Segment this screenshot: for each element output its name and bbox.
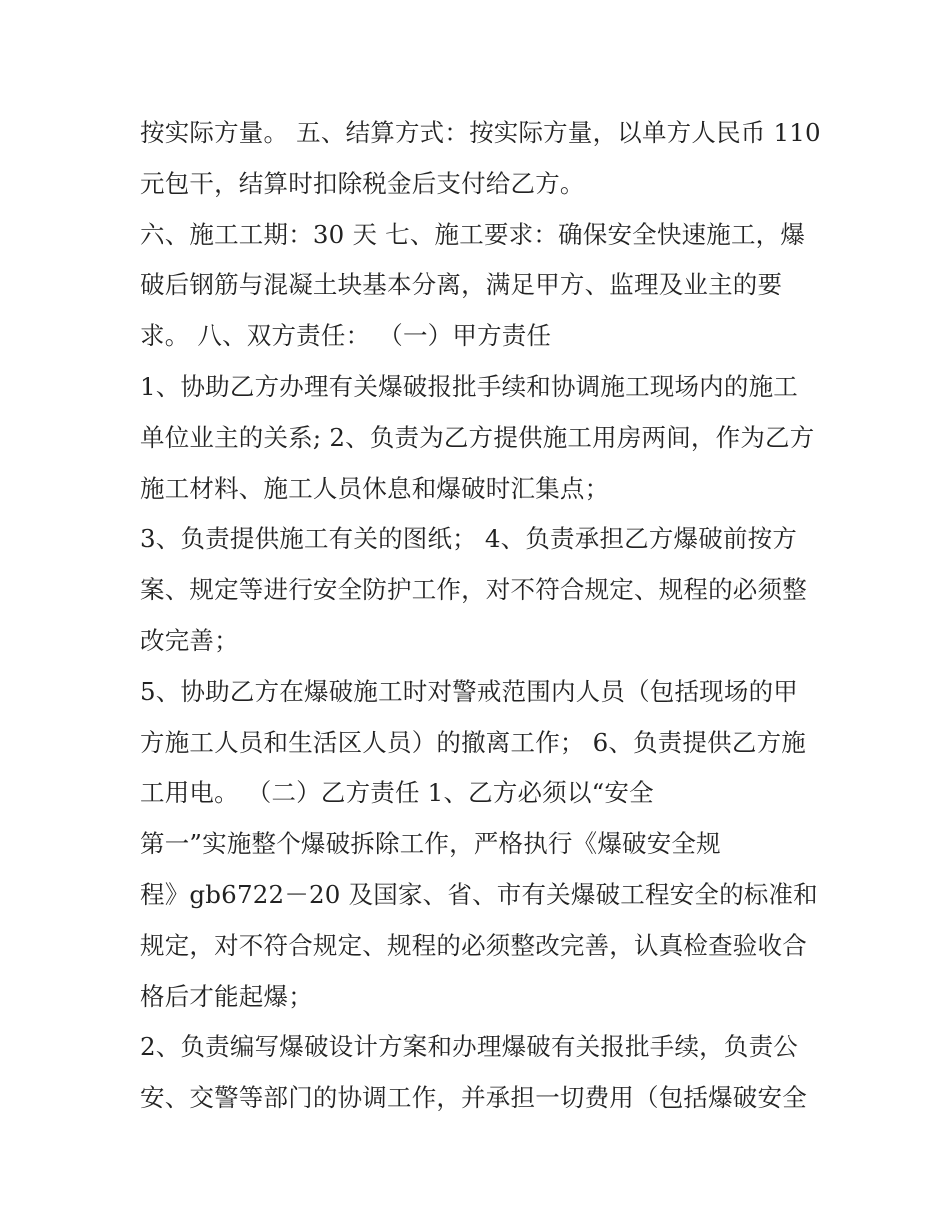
text-line: 施工材料、施工人员休息和爆破时汇集点； [140, 473, 610, 503]
text-line: 改完善； [140, 625, 239, 655]
text-line: 3、负责提供施工有关的图纸； 4、负责承担乙方爆破前按方 [140, 524, 798, 554]
text-line: 5、协助乙方在爆破施工时对警戒范围内人员（包括现场的甲 [140, 676, 798, 706]
text-line: 2、负责编写爆破设计方案和办理爆破有关报批手续，负责公 [140, 1032, 798, 1062]
text-line: 方施工人员和生活区人员）的撤离工作； 6、负责提供乙方施 [140, 727, 806, 757]
text-line: 工用电。 （二）乙方责任 1、乙方必须以“安全 [140, 778, 654, 808]
text-line: 案、规定等进行安全防护工作，对不符合规定、规程的必须整 [140, 575, 807, 605]
text-line: 单位业主的关系; 2、负责为乙方提供施工用房两间，作为乙方 [140, 422, 815, 452]
text-line: 六、施工工期：30 天 七、施工要求：确保安全快速施工，爆 [140, 219, 806, 249]
text-line: 第一”实施整个爆破拆除工作，严格执行《爆破安全规 [140, 829, 721, 859]
text-line: 安、交警等部门的协调工作，并承担一切费用（包括爆破安全 [140, 1083, 807, 1113]
text-line: 规定，对不符合规定、规程的必须整改完善，认真检查验收合 [140, 930, 807, 960]
text-line: 元包干，结算时扣除税金后支付给乙方。 [140, 168, 585, 198]
text-line: 程》gb6722－20 及国家、省、市有关爆破工程安全的标准和 [140, 879, 818, 909]
text-line: 破后钢筋与混凝土块基本分离，满足甲方、监理及业主的要 [140, 270, 783, 300]
text-line: 求。 八、双方责任： （一）甲方责任 [140, 321, 552, 351]
contract-body-text [140, 108, 840, 1124]
text-line: 1、协助乙方办理有关爆破报批手续和协调施工现场内的施工 [140, 371, 798, 401]
text-line: 格后才能起爆； [140, 981, 313, 1011]
text-line: 按实际方量。 五、结算方式：按实际方量，以单方人民币 110 [140, 118, 821, 147]
